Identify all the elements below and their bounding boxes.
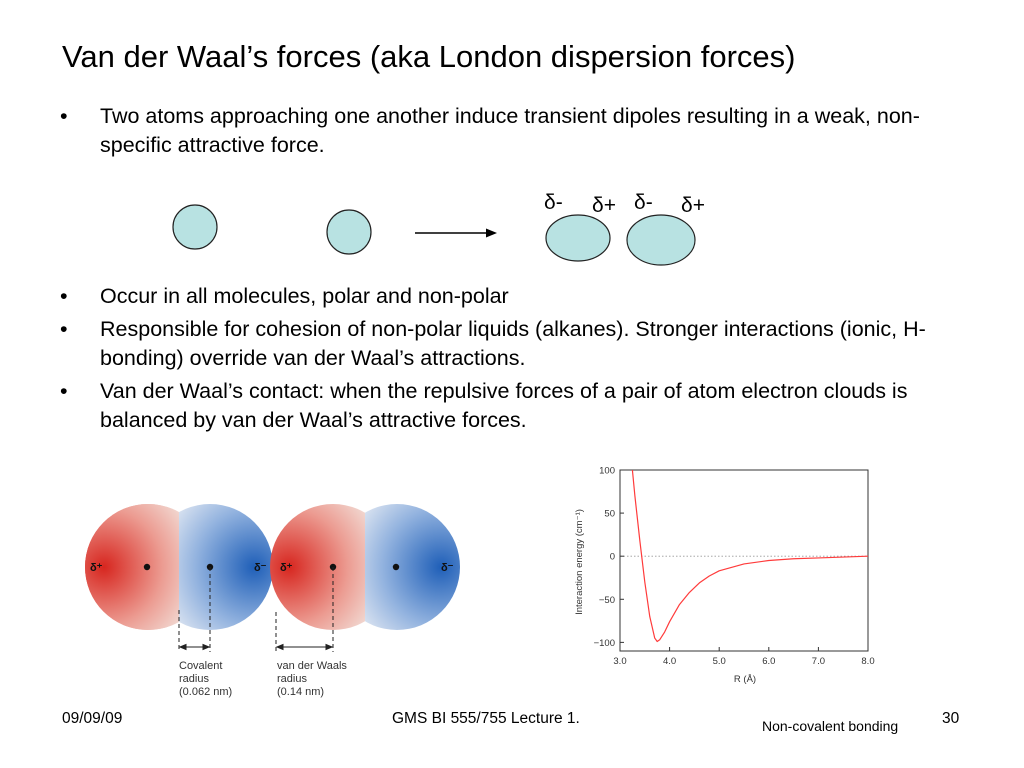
y-tick-label: 50 [604, 508, 615, 520]
y-tick-label: 100 [599, 465, 615, 477]
dipole-label: δ+ [681, 194, 705, 217]
svg-text:van der Waals: van der Waals [277, 660, 347, 672]
x-tick-label: 4.0 [662, 656, 677, 667]
svg-text:radius: radius [179, 673, 209, 685]
svg-text:radius: radius [277, 673, 307, 685]
chart-frame [620, 470, 868, 651]
delta-minus-label: δ⁻ [441, 562, 454, 574]
bullet-dot: • [60, 284, 68, 308]
energy-curve [632, 470, 868, 642]
y-tick-label: −50 [598, 594, 615, 606]
x-tick-label: 8.0 [861, 656, 875, 667]
dipole-label: δ+ [592, 194, 616, 217]
slide-title: Van der Waal’s forces (aka London dispersion forces) [62, 39, 796, 74]
bullet-text: Responsible for cohesion of non-polar liquids (alkanes). Stronger interactions (ionic, H-bonding) override van der Waal’s attractions. [100, 317, 926, 370]
bullet-text: Van der Waal’s contact: when the repulsive forces of a pair of atom electron clouds is balanced by van der Waal’s attractive forces. [100, 379, 908, 432]
y-tick-label: 0 [609, 551, 615, 563]
x-tick-label: 7.0 [811, 656, 826, 667]
footer-course: GMS BI 555/755 Lecture 1. [392, 710, 580, 727]
bullet-dot: • [60, 104, 68, 128]
bullet-text: Occur in all molecules, polar and non-polar [100, 284, 509, 308]
x-tick-label: 5.0 [712, 656, 726, 667]
delta-plus-label: δ⁺ [280, 562, 293, 574]
svg-text:(0.14 nm): (0.14 nm) [277, 686, 325, 698]
x-tick-label: 3.0 [613, 656, 627, 667]
footer-topic: Non-covalent bonding [762, 718, 899, 734]
delta-minus-label: δ⁻ [254, 562, 267, 574]
svg-text:(0.062 nm): (0.062 nm) [179, 686, 233, 698]
footer-date: 09/09/09 [62, 710, 123, 727]
delta-plus-label: δ⁺ [90, 562, 103, 574]
bullet-text: Two atoms approaching one another induce transient dipoles resulting in a weak, non-specific attractive force. [100, 104, 920, 157]
svg-text:Interaction energy (cm⁻¹): Interaction energy (cm⁻¹) [574, 509, 585, 615]
chart-xlabel: R (Å) [733, 674, 757, 685]
dipole-label: δ- [634, 191, 653, 214]
y-tick-label: −100 [593, 637, 615, 649]
bullet-dot: • [60, 317, 68, 341]
x-tick-label: 6.0 [762, 656, 776, 667]
chart-ylabel [574, 509, 585, 615]
bullet-dot: • [60, 379, 68, 403]
svg-text:Covalent: Covalent [179, 660, 223, 672]
footer-page-number: 30 [942, 710, 960, 727]
dipole-label: δ- [544, 191, 563, 214]
